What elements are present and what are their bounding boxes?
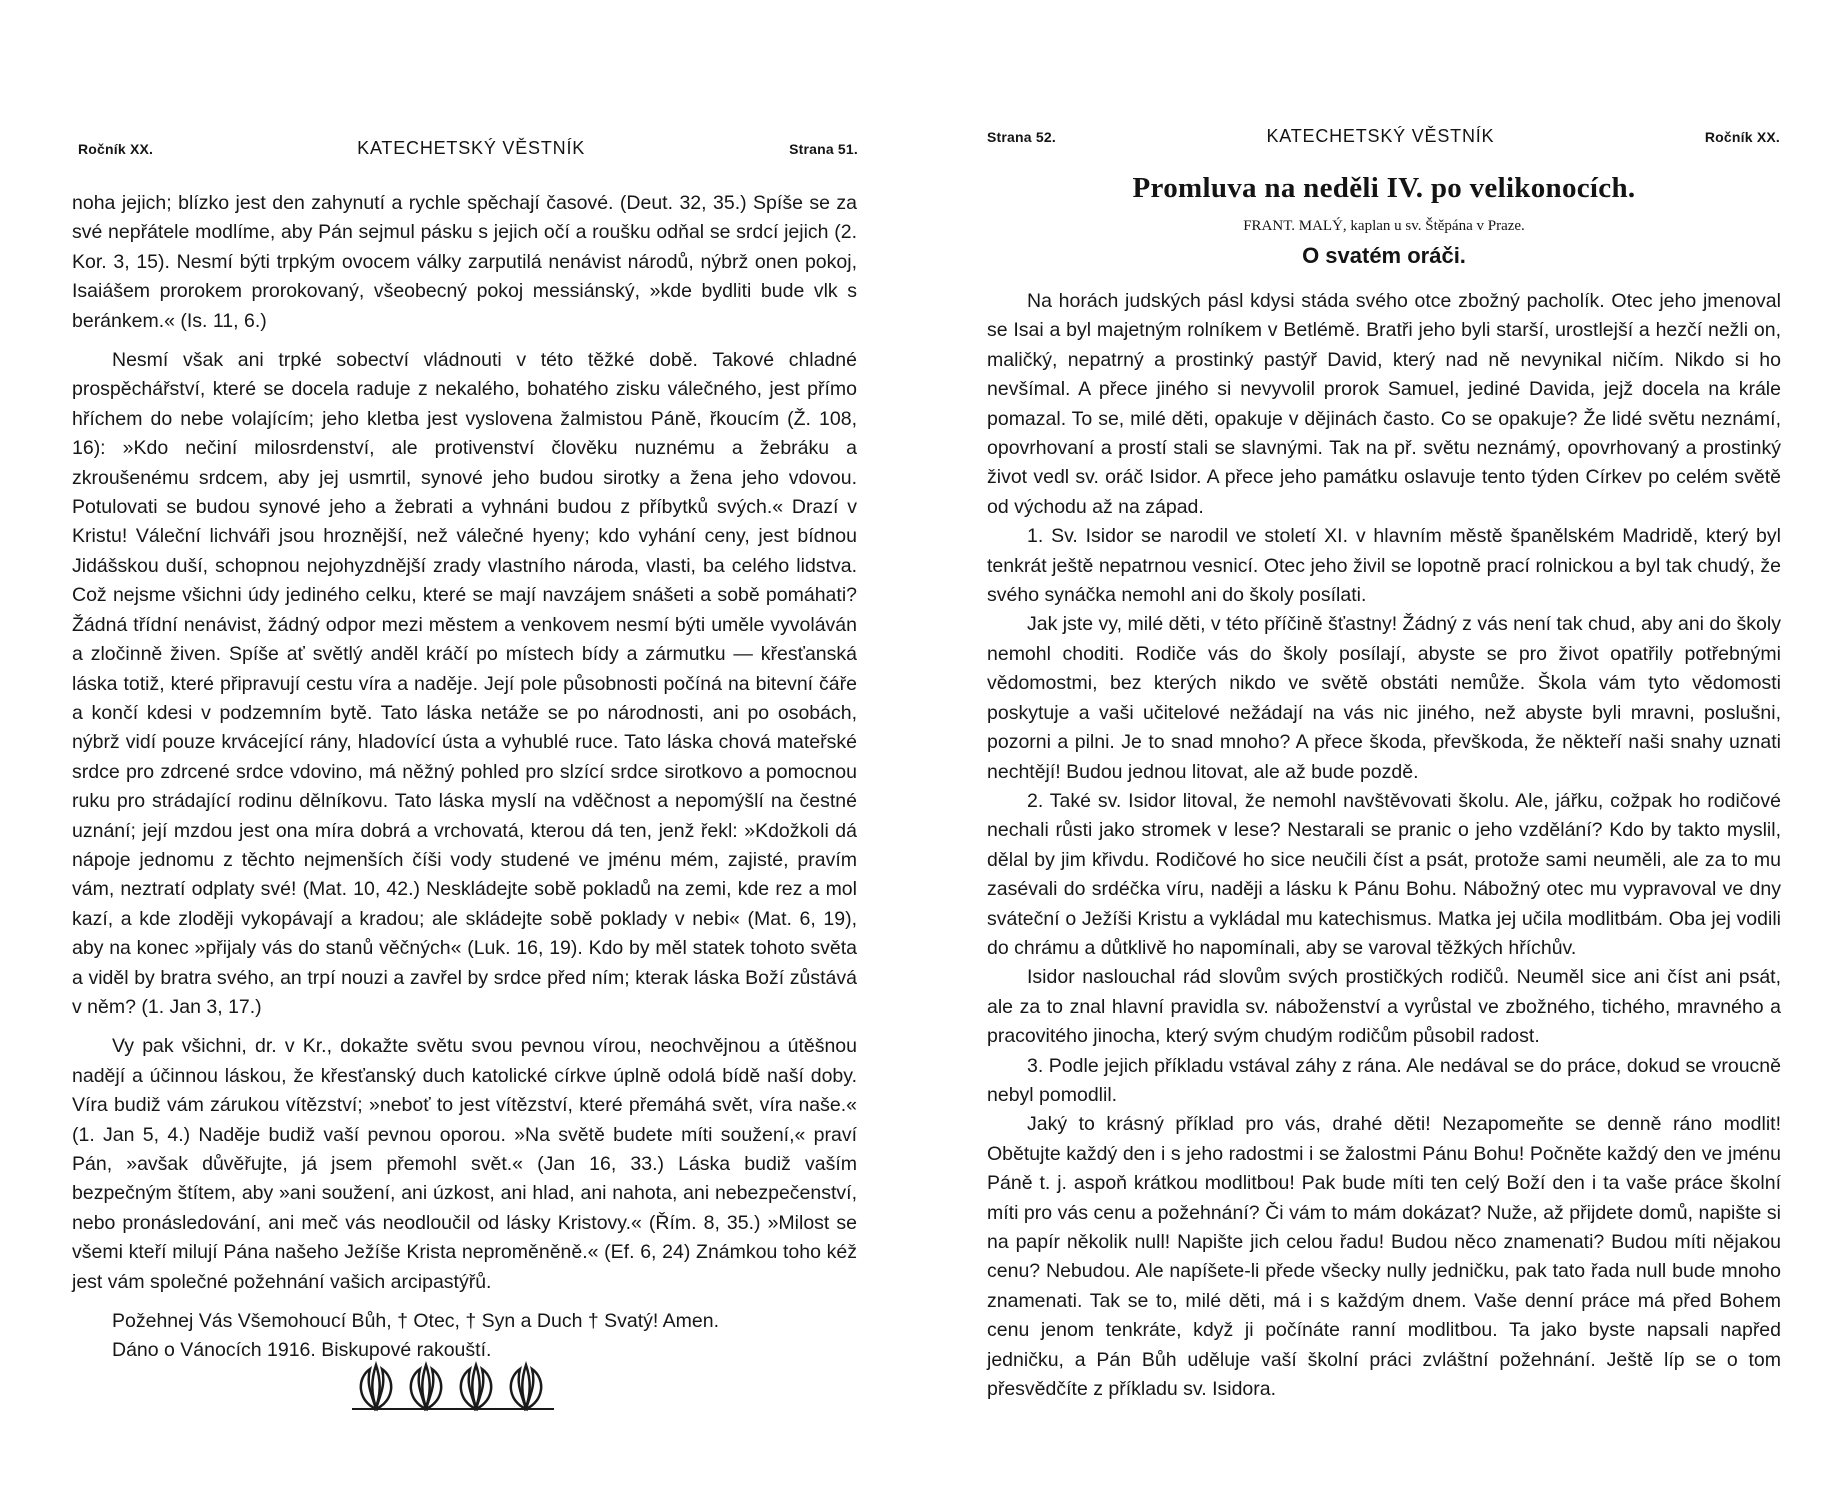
blessing: Požehnej Vás Všemohoucí Bůh, † Otec, † Syn a Duch † Svatý! Amen. xyxy=(112,1310,720,1333)
dated-signature: Dáno o Vánocích 1916. Biskupové rakouští. xyxy=(112,1339,492,1362)
floral-ornament-icon xyxy=(348,1357,558,1413)
right-page xyxy=(919,0,1838,1500)
left-volume: Ročník XX. xyxy=(78,141,154,157)
right-paragraph: 3. Podle jejich příkladu vstával záhy z rána. Ale nedával se do práce, dokud se vroucně nebyl pomodlil. xyxy=(987,1054,1781,1106)
article-subtitle: O svatém oráči. xyxy=(1302,243,1466,268)
right-paragraph: 2. Také sv. Isidor litoval, že nemohl navštěvovati školu. Ale, jářku, cožpak ho rodičové nechali růsti jako stromek v lese? Nestarali se pranic o jeho vzdělání? Kdo by takto myslil, dělal by jim křivdu. Rodičové ho sice neučili číst a psát, protože sami neuměli, ale za to mu zasévali do srdéčka víru, naději a lásku k Pánu Bohu. Nábožný otec mu vypravoval ve dny sváteční o Ježíši Kristu a vykládal mu katechismus. Matka jej učila modlitbám. Oba jej vodili do chrámu a důtklivě ho napomínali, aby se varoval těžkých hříchův. xyxy=(987,789,1781,959)
right-page-number: Strana 52. xyxy=(987,129,1056,145)
left-journal-title: KATECHETSKÝ VĚSTNÍK xyxy=(357,138,586,158)
right-paragraph: Na horách judských pásl kdysi stáda svého otce zbožný pacholík. Otec jeho jmenoval se Isai a byl majetným rolníkem v Betlémě. Bratři jeho byli starší, urostlejší a hezčí nežli on, maličký, nepatrný a prostinký pastýř David, který nad ně nevynikal ničím. Nikdo si ho nevšímal. A přece jiného si nevyvolil prorok Samuel, jediné Davida, jejž docela na krále pomazal. To se, milé děti, opakuje v dějinách často. Co se opakuje? Že lidé světu neznámí, opovrhovaní a prostí stali se slavnými. Tak na př. světu neznámý, opovrhovaný a prostinký život vedl sv. oráč Isidor. A přece jeho památku oslavuje tento týden Církev po celém světě od východu až na západ. xyxy=(987,290,1781,518)
left-paragraph: Nesmí však ani trpké sobectví vládnouti v této těžké době. Takové chladné prospěchářství, které se docela raduje z nekalého, bohatého zisku válečného, jest přímo hříchem do nebe volajícím; jeho kletba jest vyslovena žalmistou Páně, řkoucím (Ž. 108, 16): »Kdo nečiní milosrdenství, ale protivenství člověku nuznému a žebráku a zkroušenému srdcem, aby jej usmrtil, synové jeho budou sirotky a žena jeho vdovou. Potulovati se budou synové jeho a žebrati a vyhnáni budou z příbytků svých.« Drazí v Kristu! Váleční lichváři jsou hroznější, než válečné hyeny; kdo vyhání ceny, jest bídnou Jidášskou duší, schopnou nejohyzdnější zrady vlastního národa, vlasti, ba celého lidstva. Což nejsme všichni údy jediného celku, které se mají navzájem snášeti a sobě pomáhati? Žádná třídní nenávist, žádný odpor mezi městem a venkovem nesmí býti uměle vyvoláván a zločinně živen. Spíše ať světlý anděl kráčí po místech bídy a zármutku — křesťanská láska totiž, které připravují cestu víra a naděje. Její pole působnosti počíná na bitevní čáře a končí kdesi v podzemním bytě. Tato láska netáže se po národnosti, ani po osobách, nýbrž vidí pouze krvácející rány, hladovící ústa a vyhublé ruce. Tato láska chová mateřské srdce pro zdrcené srdce vdovino, má něžný pohled pro slzící srdce sirotkovo a pomocnou ruku pro strádající rodinu dělníkovu. Tato láska myslí na vděčnost a nepomýšlí na čestné uznání; její mzdou jest ona míra dobrá a vrchovatá, kterou dá ten, jenž řekl: »Kdožkoli dá nápoje jednomu z těchto nejmenších číši vody studené ve jménu mém, zajisté, pravím vám, neztratí odplaty své! (Mat. 10, 42.) Neskládejte sobě pokladů na zemi, kde rez a mol kazí, a kde zloději vykopávají a kradou; ale skládejte sobě poklady v nebi« (Mat. 6, 19), aby na konec »přijaly vás do stanů věčných« (Luk. 16, 19). Kdo by měl statek tohoto světa a viděl by bratra svého, an trpí nouzi a zavřel by srdce před ním; kterak láska Boží zůstává v něm? (1. Jan 3, 17.) xyxy=(72,349,857,1018)
left-page-number: Strana 51. xyxy=(789,141,858,157)
article-title: Promluva na neděli IV. po velikonocích. xyxy=(1132,172,1636,204)
article-byline: FRANT. MALÝ, kaplan u sv. Štěpána v Praze. xyxy=(1243,218,1525,234)
right-volume: Ročník XX. xyxy=(1704,129,1780,145)
right-running-head xyxy=(987,126,1780,152)
right-journal-title: KATECHETSKÝ VĚSTNÍK xyxy=(1266,126,1495,146)
left-paragraph: Vy pak všichni, dr. v Kr., dokažte světu svou pevnou vírou, neochvějnou a útěšnou nadějí a účinnou láskou, že křesťanský duch katolické církve úplně odolá bídě naší doby. Víra budiž vám zárukou vítězství; »neboť to jest vítězství, které přemáhá svět, víra naše.« (1. Jan 5, 4.) Naděje budiž vaší pevnou oporou. »Na světě budete míti soužení,« praví Pán, »avšak důvěřujte, já jsem přemohl svět.« (Jan 16, 33.) Láska budiž vaším bezpečným štítem, aby »ani soužení, ani úzkost, ani hlad, ani nahota, ani nebezpečenství, nebo pronásledování, ani meč vás neodloučil od lásky Kristovy.« (Řím. 8, 35.) »Milost se všemi kteří milují Pána našeho Ježíše Krista neproměněně.« (Ef. 6, 24) Známkou toho kéž jest vám společné požehnání vašich arcipastýřů. xyxy=(72,1035,857,1293)
right-paragraph: Jaký to krásný příklad pro vás, drahé děti! Nezapomeňte se denně ráno modlit! Obětujte každý den i s jeho radostmi i se žalostmi Pánu Bohu! Počněte každý den ve jménu Páně t. j. aspoň krátkou modlitbou! Pak bude míti ten celý Boží den i ta vaše práce školní míti pro vás cenu a požehnání? Či vám to mám dokázat? Nuže, až přijdete domů, napište si na papír několik null! Napište jich celou řadu! Budou něco znamenati? Budou míti nějakou cenu? Nebudou. Ale napíšete-li přede všecky nully jedničku, pak tato řada null bude mnoho znamenati. Tak se to, milé děti, má i s každým dnem. Vaše denní práce má před Bohem cenu jenom tenkráte, když ji počínáte ranní modlitbou. Ta jako byste napsali napřed jedničku, a Pán Bůh uděluje vaší školní práci zvláštní požehnání. Ještě líp se o tom přesvědčíte z příkladu sv. Isidora. xyxy=(987,1113,1781,1401)
right-paragraph: 1. Sv. Isidor se narodil ve století XI. v hlavním městě španělském Madridě, který byl tenkrát ještě nepatrnou vesnicí. Otec jeho živil se lopotně prací rolnickou a byl tak chudý, že svého synáčka nemohl ani do školy posílati. xyxy=(987,525,1781,607)
right-paragraph: Jak jste vy, milé děti, v této příčině šťastny! Žádný z vás není tak chud, aby ani do školy nemohl choditi. Rodiče vás do školy posílají, abyste se pro život opatřily potřebnými vědomostmi, bez kterých nikdo ve světě obstáti nemůže. Škola vám tyto vědomosti poskytuje a vaši učitelové nežádají na vás nic jiného, než abyste byli mravni, poslušni, pozorni a pilni. Je to snad mnoho? A přece škoda, převškoda, že někteří naši snahy uznati nechtějí! Budou jednou litovat, ale až bude pozdě. xyxy=(987,613,1781,783)
left-text-column xyxy=(72,189,857,1376)
right-paragraph: Isidor naslouchal rád slovům svých prostičkých rodičů. Neuměl sice ani číst ani psát, ale za to znal hlavní pravidla sv. náboženství a vyrůstal ve zbožného, tichého, mravného a pracovitého jinocha, který svým chudým rodičům působil radost. xyxy=(987,966,1781,1048)
left-running-head xyxy=(78,138,858,164)
right-text-column xyxy=(987,287,1781,1404)
left-paragraph: noha jejich; blízko jest den zahynutí a rychle spěchají časové. (Deut. 32, 35.) Spíše se za své nepřátele modlíme, aby Pán sejmul pásku s jejich očí a roušku odňal se srdcí jejich (2. Kor. 3, 15). Nesmí býti trpkým ovocem války zarputilá nenávist národů, nýbrž onen pokoj, Isaiášem prorokem prorokovaný, všeobecný pokoj messiánský, »kde bydliti bude vlk s beránkem.« (Is. 11, 6.) xyxy=(72,192,857,332)
